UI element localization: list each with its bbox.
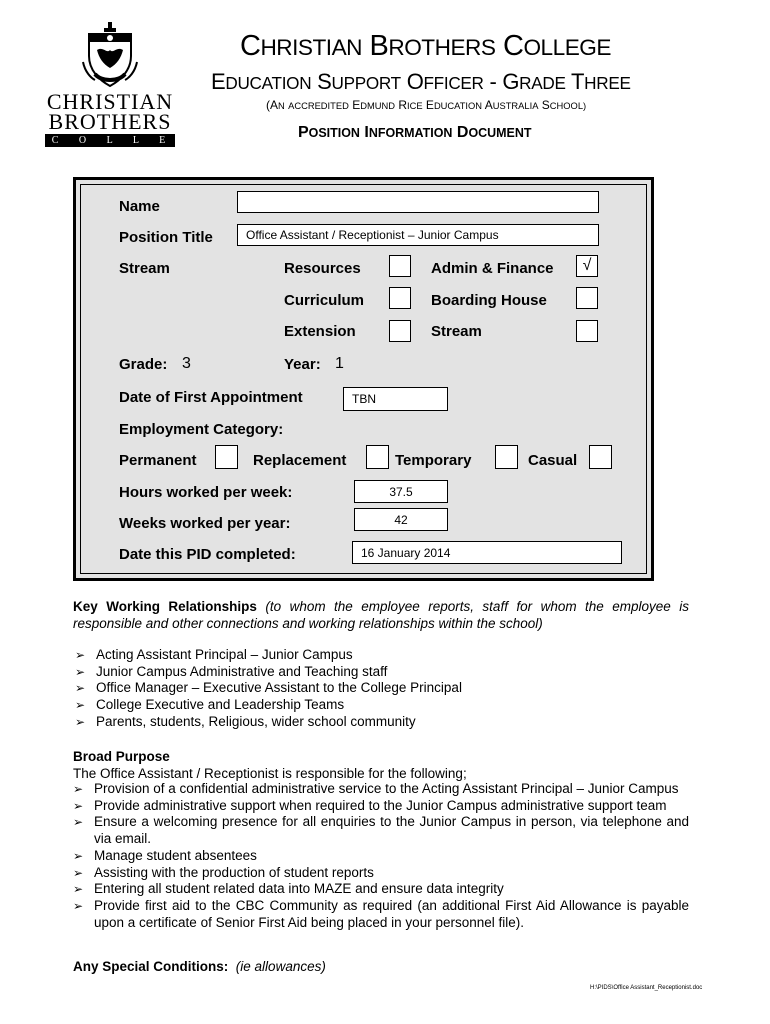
broad-purpose-title: Broad Purpose [73,749,170,764]
list-item: ➢ Entering all student related data into MAZE and ensure data integrity [71,881,689,898]
footer-file-path: H:\PIDS\Office Assistant_Receptionist.doc [590,985,703,991]
broad-purpose-intro: The Office Assistant / Receptionist is responsible for the following; [73,766,467,781]
grade-value: 3 [182,355,191,372]
special-conditions-line [73,958,689,975]
stream-resources-label: Resources [284,260,361,277]
replacement-label: Replacement [253,452,347,469]
crest-icon [75,22,145,92]
first-appointment-label: Date of First Appointment [119,389,303,406]
stream-curriculum-checkbox[interactable] [389,287,411,309]
stream-admin-finance-checkbox[interactable]: √ [576,255,598,277]
document-title: POSITION INFORMATION DOCUMENT [298,124,532,141]
stream-resources-checkbox[interactable] [389,255,411,277]
weeks-per-year-field[interactable]: 42 [354,508,448,531]
list-item: ➢ Acting Assistant Principal – Junior Campus [73,647,689,664]
temporary-checkbox[interactable] [495,445,518,469]
list-item: ➢ Manage student absentees [71,848,689,865]
temporary-label: Temporary [395,452,472,469]
special-conditions-note: (ie allowances) [235,959,326,974]
replacement-checkbox[interactable] [366,445,389,469]
employment-category-label: Employment Category: [119,421,284,438]
list-item: ➢ Assisting with the production of student reports [71,865,689,882]
stream-other-label: Stream [431,323,482,340]
document-subtitle: EDUCATION SUPPORT OFFICER - GRADE THREE [211,69,631,94]
stream-label: Stream [119,260,170,277]
stream-admin-finance-label: Admin & Finance [431,260,554,277]
college-logo [40,22,180,159]
year-value: 1 [335,355,344,372]
weeks-per-year-label: Weeks worked per year: [119,515,291,532]
grade-label: Grade: [119,356,168,373]
key-relationships-list [73,647,689,731]
special-conditions-title: Any Special Conditions [73,959,224,974]
logo-word-2: BROTHERS [48,109,172,134]
permanent-checkbox[interactable] [215,445,238,469]
stream-extension-checkbox[interactable] [389,320,411,342]
key-relationships-note: (to whom the employee reports, staff for whom the employee is responsible and other connections and working relationships within the school) [73,599,689,631]
pid-completed-label: Date this PID completed: [119,546,296,563]
casual-label: Casual [528,452,578,469]
list-item: ➢ Junior Campus Administrative and Teaching staff [73,664,689,681]
list-item: ➢ College Executive and Leadership Teams [73,697,689,714]
stream-extension-label: Extension [284,323,356,340]
logo-word-1: CHRISTIAN [46,89,174,114]
name-label: Name [119,198,160,215]
special-conditions-colon: : [223,959,229,974]
logo-word-3: C O L L E G E [45,134,175,147]
pid-completed-field[interactable]: 16 January 2014 [352,541,622,564]
key-relationships-title: Key Working Relationships [73,599,257,614]
hours-per-week-label: Hours worked per week: [119,484,293,501]
permanent-label: Permanent [119,452,197,469]
name-field[interactable] [237,191,599,213]
college-title: CHRISTIAN BROTHERS COLLEGE [240,30,611,62]
stream-boarding-house-label: Boarding House [431,292,547,309]
list-item: ➢ Provision of a confidential administrative service to the Acting Assistant Principal – Junior Campus [71,781,689,798]
position-title-field[interactable]: Office Assistant / Receptionist – Junior Campus [237,224,599,246]
year-label: Year: [284,356,321,373]
casual-checkbox[interactable] [589,445,612,469]
list-item: ➢ Provide administrative support when required to the Junior Campus administrative support team [71,798,689,815]
list-item: ➢ Office Manager – Executive Assistant to the College Principal [73,680,689,697]
accreditation-line: (AN ACCREDITED EDMUND RICE EDUCATION AUSTRALIA SCHOOL) [266,98,587,112]
broad-purpose-list [71,781,689,931]
stream-boarding-house-checkbox[interactable] [576,287,598,309]
list-item: ➢ Parents, students, Religious, wider school community [73,714,689,731]
position-title-label: Position Title [119,229,213,246]
list-item: ➢ Provide first aid to the CBC Community as required (an additional First Aid Allowance is payable upon a certificate of Senior First Aid being placed in your personnel file). [71,898,689,931]
stream-curriculum-label: Curriculum [284,292,365,309]
list-item: ➢ Ensure a welcoming presence for all enquiries to the Junior Campus in person, via telephone and via email. [71,814,689,847]
first-appointment-field[interactable]: TBN [343,387,448,411]
stream-other-checkbox[interactable] [576,320,598,342]
hours-per-week-field[interactable]: 37.5 [354,480,448,503]
key-relationships-heading [73,598,689,632]
